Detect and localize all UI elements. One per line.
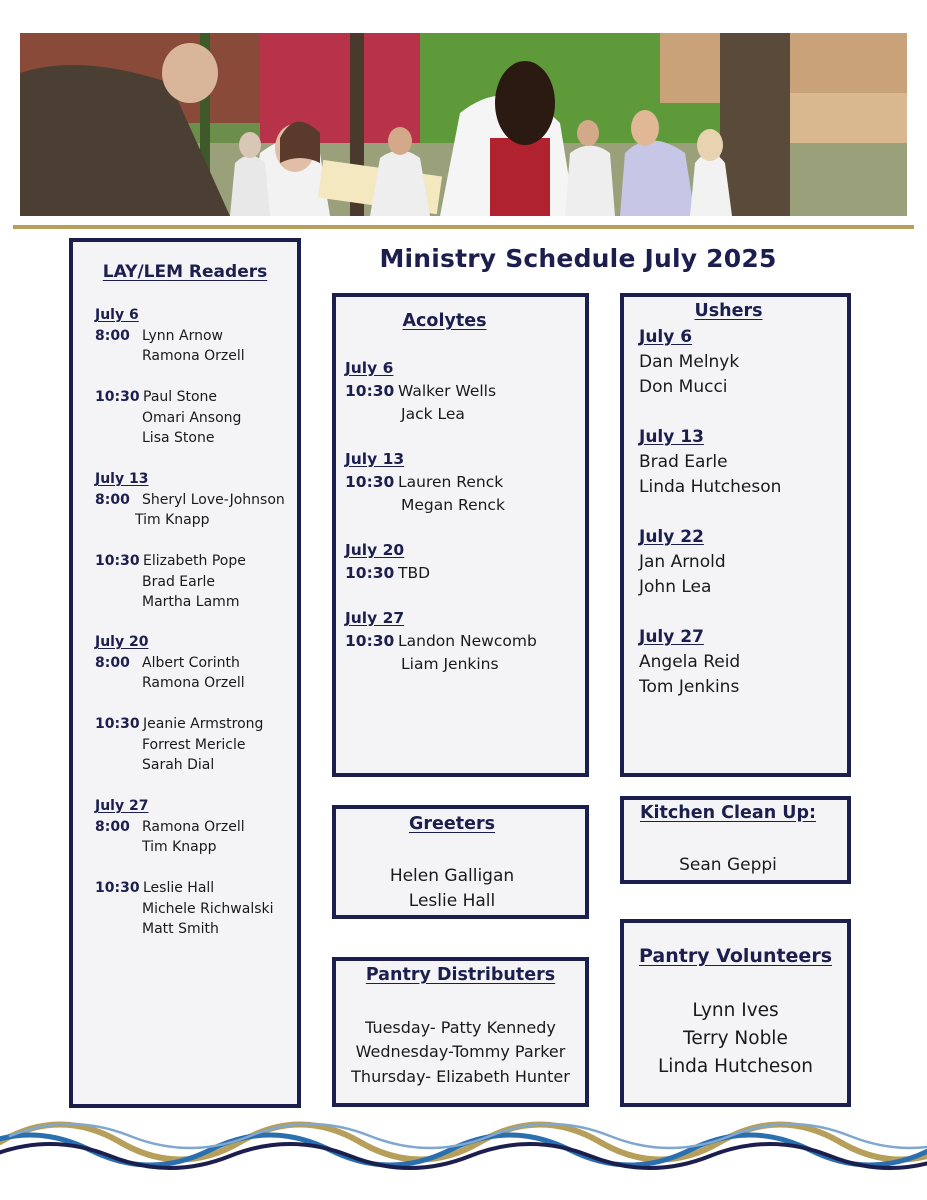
- kitchen-name: Sean Geppi: [679, 855, 777, 875]
- lay-service-time: 10:30: [95, 880, 140, 896]
- lay-reader-name: Jeanie Armstrong: [143, 716, 264, 732]
- lay-service-time: 8:00: [95, 491, 130, 508]
- usher-name: Don Mucci: [639, 377, 728, 397]
- lay-reader-name: Sheryl Love-Johnson: [142, 491, 285, 508]
- lay-reader-name: Elizabeth Pope: [143, 553, 246, 569]
- usher-week-date: July 13: [639, 427, 704, 447]
- lay-reader-name: Tim Knapp: [142, 839, 217, 855]
- acolyte-name: TBD: [398, 564, 431, 582]
- usher-week-date: July 6: [639, 327, 693, 347]
- acolyte-service-time: 10:30: [345, 382, 395, 400]
- usher-name: Angela Reid: [639, 652, 741, 672]
- usher-name: Jan Arnold: [639, 552, 726, 572]
- lay-reader-name: Ramona Orzell: [142, 675, 245, 691]
- lay-reader-name: Ramona Orzell: [142, 818, 245, 835]
- acolyte-name: Lauren Renck: [398, 473, 504, 491]
- lay-reader-name: Martha Lamm: [142, 594, 240, 610]
- lay-week-date: July 13: [95, 471, 149, 487]
- gold-divider: [13, 225, 914, 229]
- pantry-volunteers-header: Pantry Volunteers: [638, 945, 833, 967]
- acolyte-week-date: July 13: [345, 450, 405, 468]
- lay-reader-name: Tim Knapp: [135, 512, 210, 528]
- lay-service-time: 10:30: [95, 553, 140, 569]
- lay-reader-name: Albert Corinth: [142, 654, 240, 671]
- lay-reader-name: Omari Ansong: [142, 409, 242, 426]
- pantry-distributer-line: Thursday- Elizabeth Hunter: [351, 1067, 570, 1086]
- lay-service-time: 8:00: [95, 327, 130, 344]
- usher-name: Tom Jenkins: [639, 677, 740, 697]
- lay-service-time: 10:30: [95, 389, 140, 405]
- lay-reader-name: Lisa Stone: [142, 430, 215, 446]
- greeter-name: Leslie Hall: [408, 891, 496, 911]
- pantry-volunteer-name: Terry Noble: [683, 1028, 788, 1049]
- usher-name: Dan Melnyk: [639, 352, 740, 372]
- lay-reader-name: Ramona Orzell: [142, 348, 245, 364]
- lay-week-date: July 6: [95, 307, 139, 323]
- lay-reader-name: Brad Earle: [142, 573, 215, 590]
- ushers-header: Ushers: [694, 301, 763, 321]
- lay-service-time: 8:00: [95, 654, 130, 671]
- lay-lem-readers-box: [69, 238, 301, 1108]
- lay-reader-name: Matt Smith: [142, 921, 219, 937]
- lay-reader-name: Michele Richwalski: [142, 900, 274, 917]
- acolyte-week-date: July 6: [345, 359, 394, 377]
- lay-lem-header: LAY/LEM Readers: [102, 262, 268, 282]
- greeters-header: Greeters: [408, 814, 495, 834]
- acolyte-name: Liam Jenkins: [401, 655, 499, 673]
- usher-week-date: July 22: [639, 527, 704, 547]
- lay-week-date: July 20: [95, 634, 149, 650]
- lay-reader-name: Sarah Dial: [142, 757, 215, 773]
- acolyte-name: Megan Renck: [401, 496, 505, 514]
- usher-name: John Lea: [639, 577, 712, 597]
- acolyte-name: Jack Lea: [401, 405, 465, 423]
- acolyte-service-time: 10:30: [345, 564, 395, 582]
- pantry-distributers-header: Pantry Distributers: [365, 965, 556, 985]
- usher-name: Brad Earle: [639, 452, 728, 472]
- pantry-distributer-line: Tuesday- Patty Kennedy: [365, 1018, 556, 1037]
- lay-service-time: 10:30: [95, 716, 140, 732]
- kitchen-header: Kitchen Clean Up:: [640, 803, 816, 823]
- wave-footer-decoration: [0, 1112, 927, 1172]
- acolyte-week-date: July 20: [345, 541, 405, 559]
- header-photo: [20, 33, 907, 216]
- acolyte-week-date: July 27: [345, 609, 405, 627]
- lay-reader-name: Paul Stone: [143, 389, 218, 405]
- lay-reader-name: Leslie Hall: [143, 880, 215, 896]
- outdoor-service-photo: [20, 33, 907, 216]
- acolyte-service-time: 10:30: [345, 473, 395, 491]
- acolyte-name: Walker Wells: [398, 382, 497, 400]
- lay-week-date: July 27: [95, 798, 149, 814]
- acolyte-service-time: 10:30: [345, 632, 395, 650]
- pantry-volunteer-name: Lynn Ives: [692, 1000, 779, 1021]
- lay-service-time: 8:00: [95, 818, 130, 835]
- usher-week-date: July 27: [639, 627, 704, 647]
- pantry-volunteer-name: Linda Hutcheson: [658, 1056, 813, 1077]
- usher-name: Linda Hutcheson: [639, 477, 782, 497]
- greeter-name: Helen Galligan: [389, 866, 515, 886]
- acolytes-header: Acolytes: [402, 311, 487, 331]
- lay-reader-name: Lynn Arnow: [142, 327, 223, 344]
- page-title: Ministry Schedule July 2025: [379, 244, 777, 273]
- pantry-distributer-line: Wednesday-Tommy Parker: [355, 1042, 566, 1061]
- acolyte-name: Landon Newcomb: [398, 632, 537, 650]
- lay-reader-name: Forrest Mericle: [142, 736, 246, 753]
